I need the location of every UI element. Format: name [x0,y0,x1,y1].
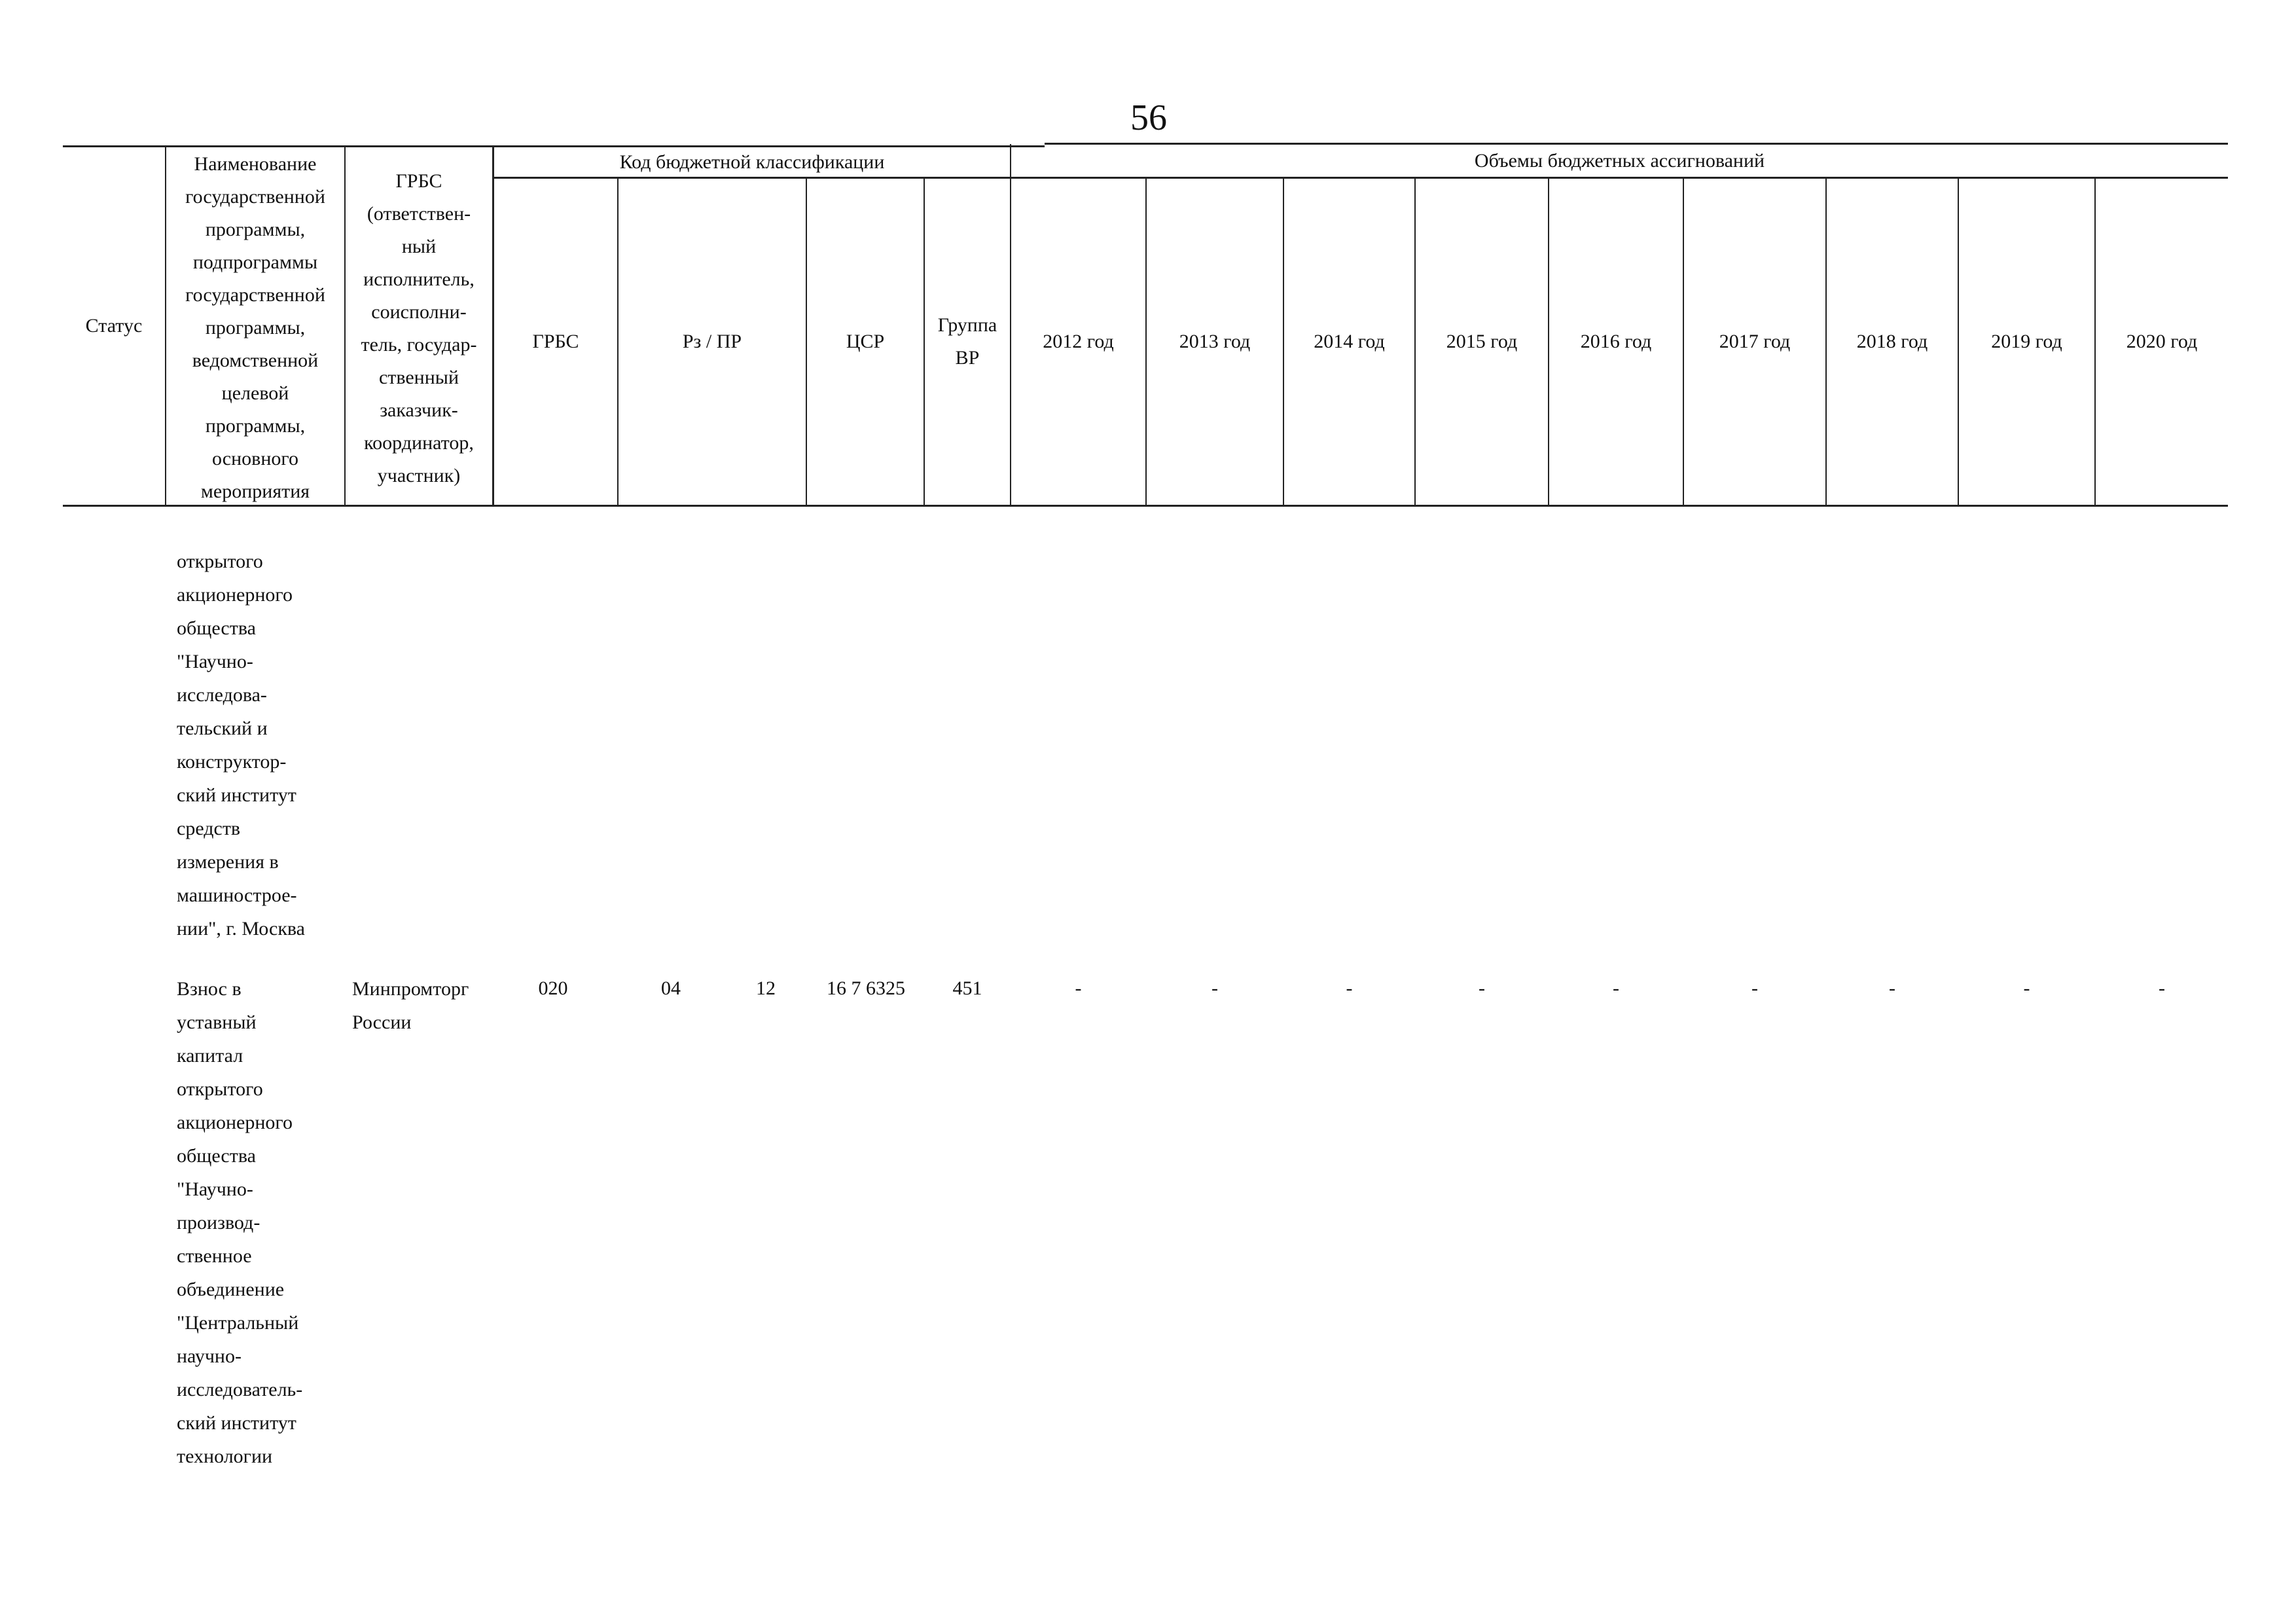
header-allocations-group: Объемы бюджетных ассигнований [1474,150,1765,172]
header-col-vr [925,179,1010,505]
header-year-2014: 2014 год [1314,331,1385,352]
header-year-2018: 2018 год [1856,331,1928,352]
header-year-2016: 2016 год [1580,331,1652,352]
row-2-rz: 04 [661,977,681,999]
header-year-2019: 2019 год [1991,331,2062,352]
page-number: 56 [1130,98,1167,138]
header-col-vr-text: Группа ВР [937,314,997,369]
header-col-csr: ЦСР [846,331,885,352]
header-top-rule-right [1045,143,2228,145]
row-2-value-2018: - [1889,977,1895,999]
row-2-value-2017: - [1751,977,1758,999]
header-grbs-responsible [346,165,492,505]
row-2-program-name: Взнос в уставный капитал открытого акционерного общества "Научно- производ- ственное объединение "Центральный научно- исследователь- ский институт технологии [177,978,303,1467]
row-2-csr: 16 7 6325 [827,977,905,999]
row-2-value-2015: - [1479,977,1485,999]
row-2-value-2019: - [2023,977,2030,999]
row-2-pr: 12 [756,977,776,999]
header-year-2017: 2017 год [1719,331,1791,352]
row-2-value-2016: - [1613,977,1619,999]
header-year-2012: 2012 год [1043,331,1114,352]
row-2-value-2012: - [1075,977,1082,999]
row-2-value-2014: - [1346,977,1353,999]
row-2-vr: 451 [952,977,982,999]
row-2-grbs: 020 [538,977,568,999]
row-1-program-name: открытого акционерного общества "Научно- исследова- тельский и конструктор- ский институт средств измерения в машинострое- нии", г. Москва [177,551,305,939]
header-program-name [166,151,344,505]
row-2-value-2020: - [2159,977,2165,999]
row-2-value-2013: - [1211,977,1218,999]
header-status: Статус [85,314,143,337]
header-year-2015: 2015 год [1446,331,1518,352]
header-col-rzpr: Рз / ПР [682,331,742,352]
header-grbs-responsible-text: ГРБС (ответствен- ный исполнитель, соисполни- тель, государ- ственный заказчик- координатор, участник) [361,170,477,486]
header-year-2013: 2013 год [1179,331,1251,352]
header-year-2020: 2020 год [2126,331,2198,352]
row-2-grbs-responsible: Минпромторг России [352,978,469,1033]
header-budget-code-group: Код бюджетной классификации [619,151,885,173]
header-program-name-text: Наименование государственной программы, подпрограммы государственной программы, ведомственной целевой программы, основного мероприятия [185,153,325,502]
header-col-grbs: ГРБС [532,331,579,352]
